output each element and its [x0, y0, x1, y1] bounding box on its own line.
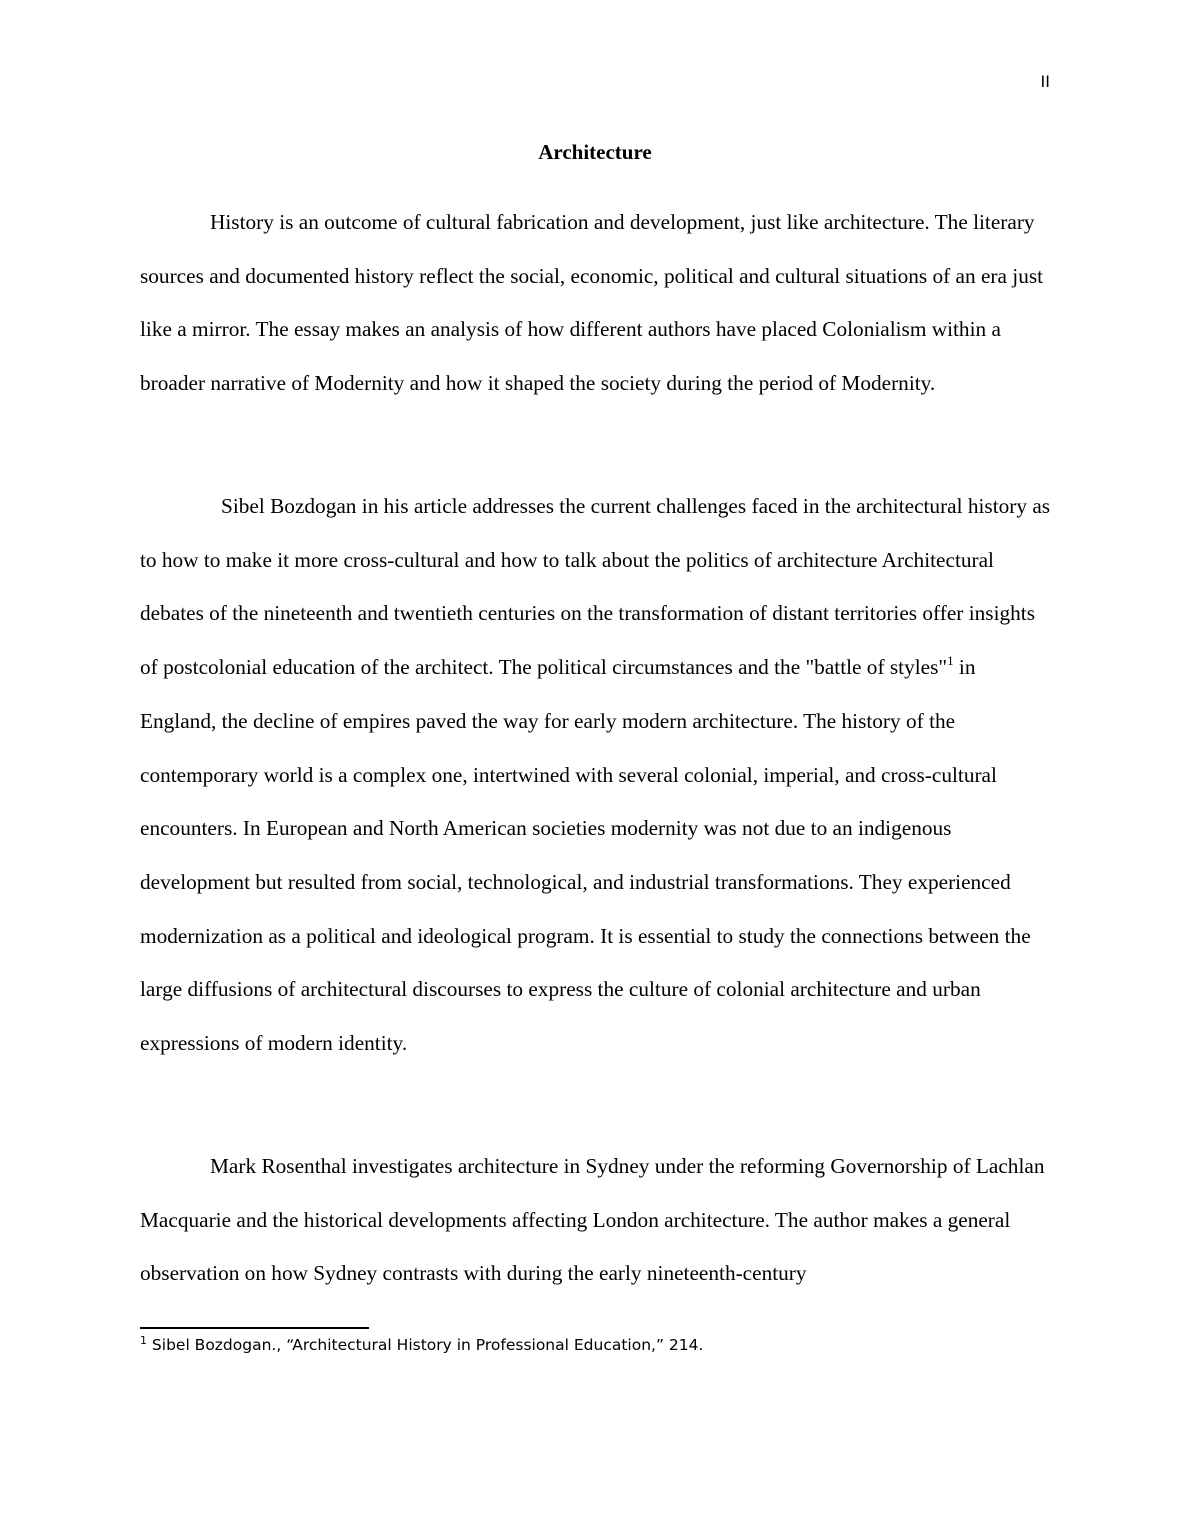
- paragraph-1: [140, 196, 1052, 411]
- paragraph-text-after-ref: in England, the decline of empires paved the way for early modern architecture. The history of the contemporary world is a complex one, intertwined with several colonial, imperial, and cross-cultural encounters. In European and North American societies modernity was not due to an indigenous development but resulted from social, technological, and industrial transformations. They experienced modernization as a political and ideological program. It is essential to study the connections between the large diffusions of architectural discourses to express the culture of colonial architecture and urban expressions of modern identity.: [140, 655, 1031, 1056]
- footnote-text: Sibel Bozdogan., “Architectural History in Professional Education,” 214.: [147, 1336, 704, 1354]
- document-title: Architecture: [538, 140, 652, 164]
- footnote-mark: 1: [140, 1334, 147, 1347]
- footnote-reference[interactable]: 1: [947, 653, 954, 669]
- paragraph-2: [140, 480, 1052, 1071]
- paragraph-3: [140, 1140, 1052, 1301]
- page-number: II: [1040, 72, 1050, 91]
- paragraph-text: Mark Rosenthal investigates architecture in Sydney under the reforming Governorship of Lachlan Macquarie and the historical developments affecting London architecture. The author makes a general observation on how Sydney contrasts with during the early nineteenth-century: [140, 1154, 1045, 1286]
- footnote-separator: [140, 1327, 369, 1329]
- footnote-1: [140, 1336, 1040, 1354]
- paragraph-text-before-ref: Sibel Bozdogan in his article addresses the current challenges faced in the architectural history as to how to make it more cross-cultural and how to talk about the politics of architecture Architectural debates of the nineteenth and twentieth centuries on the transformation of distant territories offer insights of postcolonial education of the architect. The political circumstances and the "battle of styles": [140, 494, 1051, 680]
- paragraph-text: History is an outcome of cultural fabrication and development, just like architecture. The literary sources and documented history reflect the social, economic, political and cultural situations of an era just like a mirror. The essay makes an analysis of how different authors have placed Colonialism within a broader narrative of Modernity and how it shaped the society during the period of Modernity.: [140, 210, 1044, 396]
- paragraph-text: [140, 480, 1052, 1071]
